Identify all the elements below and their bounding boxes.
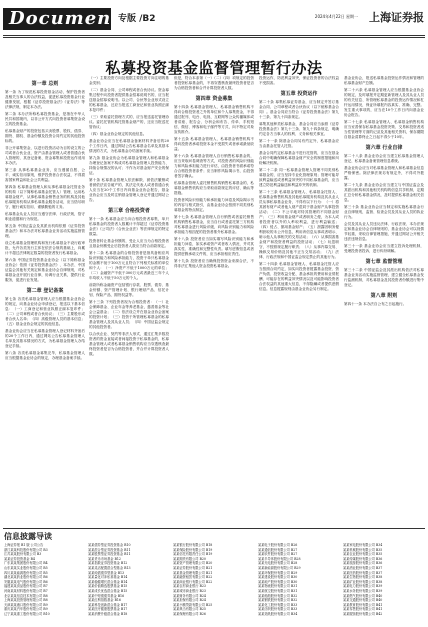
article-paragraph: 第六条 中国证券投资基金业协会（以下简称基金业协会）依照《证券投资基金法》、本办法、中国证监会其他有关规定和基金业协会自律规则，对私募基金业开展行业自律，协调行业关系，提供行业服务，促进行业发展。	[5, 258, 85, 282]
listing-item[interactable]: 某某电子股份有限公司 B26	[258, 543, 298, 547]
listing-item[interactable]: 某某旅游股份有限公司 B36	[343, 561, 383, 566]
listing-item[interactable]: 某某电力股份有限公司 B39	[343, 584, 383, 589]
article-paragraph: 第十二条 私募基金的合格投资者是指具备相应风险识别能力和风险承担能力，投资于单只私募基金的金额不低于100万元且符合下列相关标准的单位和个人：（一）净资产不低于1000万元的单位；（二）金融资产不低于300万元或者最近三年个人年均收入不低于50万元的个人。	[89, 251, 169, 280]
article-paragraph: 第十八条 投资者应当如实填写风险识别能力和承担能力问卷，如实承诺资产或者收入情况，并对其真实性、准确性和完整性负责。填写虚假信息或者提供虚假承诺文件的，应当承担相应责任。	[174, 237, 254, 256]
listing-item[interactable]: 某某中短债债券基金 B16	[88, 593, 125, 598]
page-header	[0, 0, 428, 40]
listing-item[interactable]: 广东某某集团股份有限公司 B4	[4, 561, 48, 566]
article-column	[259, 76, 339, 526]
article-paragraph: 第二十九条 基金业协会应当建立与中国证监会及其派出机构和其他相关机构的信息共享机制，定期汇总分析私募基金情况，及时提供私募基金相关信息。	[344, 183, 424, 202]
article-paragraph: 设立私募基金管理机构和发行私募基金不设行政审批，允许各类发行主体在依法合规的基础上，向累计不超过法律规定数量的投资者发行私募基金。	[5, 241, 85, 255]
listing-column	[343, 543, 423, 617]
listing-item[interactable]: 某某融资租赁有限公司 B22	[173, 575, 213, 580]
listing-item[interactable]: 某某债券型证券投资基金 B10	[88, 543, 131, 547]
article-paragraph: 但是，符合本条第（一）（二）（四）项规定的投资者投资私募基金的，不再穿透核查最终投资者是否为合格投资者和合并计算投资者人数。	[174, 76, 254, 90]
article-paragraph: 前款所称金融资产包括银行存款、股票、债券、基金份额、资产管理计划、银行理财产品、信托计划、保险产品、期货权益等。	[89, 283, 169, 297]
listing-item[interactable]: 某某稳健增长混合基金 B14	[88, 579, 128, 584]
article-paragraph: 基金业协会应当在私募基金管理人登记材料齐备后的20个工作日内，通过网站公告私募基金管理人名单及其基本情况的方式，为私募基金管理人办结登记手续。	[5, 329, 85, 348]
header-rule	[3, 35, 425, 36]
listing-item[interactable]: 某某资产管理有限公司 B20	[173, 561, 213, 566]
listing-item[interactable]: 某某信托有限责任公司 B19	[173, 552, 213, 557]
listing-item[interactable]: 某某灵活配置混合型基金 B13	[88, 565, 131, 570]
article-paragraph: 第九条 基金业协会为私募基金管理人和私募基金办理登记备案不构成对私募基金管理人投资能力、持续合规情况的认可；不作为对基金财产安全的保证。	[89, 156, 169, 175]
article-paragraph: 基金业协会应当对私募基金管理人和私募基金信息严格保密。除法律法规另有规定外，不得对外披露。	[344, 166, 424, 180]
article-paragraph: 基金合同约定私募基金不进行托管的，应当在基金合同中明确保障私募基金财产安全的制度措施和纠纷解决机制。	[259, 151, 339, 165]
section-label: 专版 /B2	[118, 14, 156, 24]
listing-item[interactable]: 某某证券股份有限公司 B21	[173, 565, 213, 570]
listing-item[interactable]: 天津某某港口股份有限公司 B9	[4, 602, 48, 607]
listing-item[interactable]: 某某酒业股份有限公司 B37	[343, 565, 383, 570]
article-paragraph: 第二十条 募集私募证券基金，应当制定并签订基金合同、公司章程或者合伙协议（以下统称基金合同）。基金合同应当符合《证券投资基金法》第九十三条、第九十四条规定。	[259, 100, 339, 119]
article-title: 私募投资基金监督管理暂行办法	[105, 59, 323, 77]
article-column	[174, 76, 254, 526]
article-paragraph: 募集其他种类私募基金，基金合同应当参照《证券投资基金法》第九十三条、第九十四条规定，明确约定各方当事人的权利、义务和相关事宜。	[259, 122, 339, 136]
article-paragraph: 私募基金从业人员应当遵守法律、行政法规，恪守职业道德和行为规范。	[5, 212, 85, 221]
listing-item[interactable]: 某某传媒股份有限公司 B36	[343, 556, 383, 561]
listing-item[interactable]: 某某货币市场基金 B12	[88, 556, 121, 561]
listing-item[interactable]: 某某小额贷款有限公司 B25	[173, 602, 213, 607]
article-paragraph: 私募基金管理人委托销售机构销售私募基金的，私募基金销售机构应当采取前款规定的评估、确认等措施。	[174, 181, 254, 195]
article-paragraph: 第一条 为了规范私募投资基金活动，保护投资者及相关当事人的合法权益，促进私募投资基金行业健康发展，根据《证券投资基金法》《证券法》等法律法规，制定本办法。	[5, 90, 85, 109]
listing-item[interactable]: 某某软件股份有限公司 B27	[258, 552, 298, 557]
listing-item[interactable]: 某某指数证券投资基金 B12	[88, 561, 128, 566]
article-paragraph: 第七条 各类私募基金管理人应当根据基金业协会的规定，向基金业协会申请登记，报送以下基本信息：（一）工商登记和营业执照正副本复印件；（二）公司章程或者合伙协议；（三）主要股东或者合伙人名单；（四）高级管理人员的基本信息；（五）基金业协会规定的其他信息。	[5, 297, 85, 326]
section-heading: 第五章 投资运作	[280, 91, 318, 97]
listing-item[interactable]: 某某担保有限公司 B24	[173, 598, 206, 603]
article-paragraph: 投资者风险识别能力和承担能力问卷及风险揭示书的内容与格式指引，由基金业协会按照不同类别私募基金的特点制定。	[174, 198, 254, 212]
article-paragraph: （三）采取委托管理方式的，应当报送委托管理协议。委托托管机构托管基金财产的，还应当报送托管协议；	[89, 115, 169, 129]
section-heading: 第八章 附则	[370, 293, 398, 299]
article-paragraph: 第二十六条 私募基金管理人应当根据基金业协会的规定，及时填报并定期更新管理人及其从业人员的有关信息、所管理私募基金的投资运作情况和杠杆运用情况，保证所填报内容真实、准确、完整。发生重大事项的，应当在10个工作日内向基金业协会报告。	[344, 88, 424, 117]
listing-item[interactable]: 浙江某某科技股份有限公司 B3	[4, 547, 48, 552]
listing-item[interactable]: 某某半导体股份有限公司 B28	[258, 556, 301, 561]
listing-item[interactable]: 重庆某某汽车股份有限公司 B9	[4, 607, 48, 612]
listing-item[interactable]: 某某新能源股份有限公司 B29	[258, 565, 301, 570]
listing-item[interactable]: 某某教育股份有限公司 B41	[343, 602, 383, 607]
listing-item[interactable]: 上海某某投资管理有限公司 B8	[4, 598, 48, 603]
dateline: 2024年4月22日 星期一	[314, 14, 358, 19]
listing-item[interactable]: 某某财务有限公司 B24	[173, 593, 206, 598]
article-paragraph: 第三条 从事私募基金业务，应当遵循自愿、公平、诚实信用原则，维护投资者合法权益，不得损害国家利益和社会公共利益。	[5, 168, 85, 182]
listing-item[interactable]: 某某燃气股份有限公司 B40	[343, 593, 383, 598]
listing-item[interactable]: 上海证券报 B1 版 公司公告	[4, 543, 44, 547]
article-paragraph: 第十三条 下列投资者视为合格投资者：（一）社会保障基金、企业年金等养老基金，慈善基金等社会公益基金；（二）依法设立并在基金业协会备案的投资计划；（三）投资于所管理私募基金的私募基金管理人及其从业人员；（四）中国证监会规定的其他投资者。	[89, 300, 169, 329]
listing-item[interactable]: 某某航空股份有限公司 B31	[258, 588, 298, 593]
listing-item[interactable]: 某某银行股份有限公司 B18	[173, 543, 213, 547]
listing-item[interactable]: 某某家电股份有限公司 B34	[343, 543, 383, 547]
listing-item[interactable]: 某某生物股份有限公司 B38	[343, 575, 383, 580]
listing-item[interactable]: 某某地产股份有限公司 B30	[258, 579, 298, 584]
article-paragraph: （二）基金合同、公司章程或者合伙协议。资金募集过程中向投资者提供基金招募说明书的，应当报送基金招募说明书。以公司、合伙等企业形式设立的私募基金，还应当报送工商登记和营业执照正副本复印件；	[89, 88, 169, 112]
article-paragraph: 第八条 各类私募基金募集完毕，私募基金管理人应当根据基金业协会的规定，办理基金备案手续。	[5, 351, 85, 360]
listing-item[interactable]: 某某成长优选混合基金 B15	[88, 588, 128, 593]
listing-item[interactable]: 某某医疗健康股票基金 B17	[88, 607, 128, 612]
listing-item[interactable]: 某某交通股份有限公司 B40	[343, 598, 383, 603]
listing-item[interactable]: 某某造纸股份有限公司 B34	[258, 611, 298, 616]
article-paragraph: 基金业协会，报送私募基金投资运作情况和管理的私募基金财产总额。	[344, 76, 424, 85]
article-paragraph: 第二条 本办法所称私募投资基金，是指在中华人民共和国境内，以非公开方式向投资者募集资金设立的投资基金。	[5, 112, 85, 126]
listing-item[interactable]: 某某量化对冲私募基金 B14	[88, 575, 128, 580]
article-paragraph: 第三十二条 中国证监会及其派出机构依法对私募基金业务活动实施监督管理，建立健全私募基金发行监测机制，对私募基金及其投资者份额进行集中登记。	[344, 268, 424, 287]
listing-block	[4, 543, 424, 621]
article-paragraph: 会员及其从业人员违反法律、行政法规、本办法规定和基金业协会自律规则的，基金业协会可以视情节轻重，采取自律管理措施，并通过网站公开相关违法违规信息。	[344, 222, 424, 241]
section-heading: 第三章 合格投资者	[108, 208, 150, 214]
article-paragraph: 第二十四条 私募基金管理人、私募基金托管人应当按照合同约定，如实向投资者披露基金投资、资产负债、投资收益分配、基金承担的费用和业绩报酬、可能存在的利益冲突情况以及可能影响投资者合法权益的其他重大信息，不得隐瞒或者提供虚假信息。信息披露规则由基金业协会另行制定。	[259, 262, 339, 291]
section-heading: 第二章 登记备案	[26, 288, 64, 294]
listing-item[interactable]: 某某红利指数基金 B16	[88, 598, 121, 603]
article-paragraph: 以合伙企业、契约等非法人形式，通过汇集多数投资者的资金直接或者间接投资于私募基金的，私募基金管理人或者私募基金销售机构应当穿透核查最终投资者是否为合格投资者，并合并计算投资者人数。	[89, 332, 169, 356]
listing-item[interactable]: 某某光电股份有限公司 B28	[258, 561, 298, 566]
article-column	[5, 76, 85, 526]
article-paragraph: 第十四条 私募基金管理人、私募基金销售机构不得向合格投资者之外的单位和个人募集资金，不得通过报刊、电台、电视、互联网等公众传播媒体或者讲座、报告会、分析会和布告、传单、手机短信、微信、博客和电子邮件等方式，向不特定对象宣传推介。	[174, 105, 254, 134]
article-paragraph: 第二十一条 除基金合同另有约定外，私募基金应当由基金托管人托管。	[259, 139, 339, 148]
article-paragraph: 第三十一条 基金业协会应当建立投诉处理机制，受理投资者投诉，进行纠纷调解。	[344, 244, 424, 253]
article-paragraph: 基金业协会应当在私募基金备案材料齐备后的20个工作日内，通过网站公告私募基金名单及其基本情况的方式，为私募基金办结备案手续。	[89, 139, 169, 153]
listing-item[interactable]: 某某化工股份有限公司 B33	[258, 602, 298, 607]
listing-item[interactable]: 某某农村商业银行 B23	[173, 584, 206, 589]
listing-item[interactable]: 湖北某某药业股份有限公司 B6	[4, 575, 48, 580]
section-heading: 第七章 监督管理	[365, 259, 403, 265]
listing-rule	[3, 528, 425, 529]
listing-item[interactable]: 江苏某某股份有限公司 B3	[4, 552, 42, 557]
listing-item[interactable]: 某某保险股份有限公司 B19	[173, 547, 213, 552]
article-paragraph: 非公开募集资金，以进行投资活动为目的设立的公司或者合伙企业，资产由基金管理人或者普通合伙人管理的，其登记备案、资金募集和投资运作适用本办法。	[5, 146, 85, 165]
article-paragraph: 第二十八条 基金业协会应当建立私募基金管理人登记、私募基金备案管理信息系统。	[344, 154, 424, 163]
listing-title: 信息披露导读	[4, 532, 52, 541]
listing-item[interactable]: 某某城市商业银行 B23	[173, 588, 206, 593]
article-paragraph: 第三十条 基金业协会应当制定和实施私募基金行业自律规则，监督、检查会员及其从业人员的执业行为。	[344, 205, 424, 219]
article-paragraph: 第二十二条 同一私募基金管理人管理不同类别私募基金的，应当坚持专业化管理原则；管理可能导致利益输送或者利益冲突的不同私募基金的，应当建立防范利益输送和利益冲突的机制。	[259, 168, 339, 187]
article-paragraph: 投资者转让基金份额的，受让人应当为合格投资者且基金份额受让后投资者人数应当符合前款规定。	[89, 239, 169, 248]
listing-item[interactable]: 某某纯债债券型基金 B13	[88, 570, 125, 575]
header-rule-thin	[3, 37, 425, 38]
article-paragraph: 第五条 中国证监会及其派出机构依照《证券投资基金法》和本办法对私募基金业务活动实施监督管理。	[5, 224, 85, 238]
article-paragraph: 第二十三条 私募基金管理人、私募基金托管人、私募基金销售机构及其他私募服务机构及其从业人员从事私募基金业务，不得有以下行为：（一）将其固有财产或者他人财产混同于基金财产从事投资活动；（二）不公平地对待其管理的不同基金财产；（三）利用基金财产或者职务之便，为本人或者投资者以外的人牟取利益，进行利益输送；（四）侵占、挪用基金财产；（五）泄露因职务便利获取的未公开信息，利用该信息从事或者明示、暗示他人从事相关的交易活动；（六）从事损害基金财产和投资者利益的投资活动；（七）玩忽职守，不按照规定履行职责；（八）从事内幕交易、操纵交易价格及其他不正当交易活动；（九）法律、行政法规和中国证监会规定禁止的其他行为。	[259, 190, 339, 259]
listing-item[interactable]: 河南某某材料股份有限公司 B7	[4, 588, 48, 593]
article-paragraph: 第十一条 私募基金应当向合格投资者募集，单只私募基金的投资者人数累计不得超过《证券投资基金法》《公司法》《合伙企业法》等法律规定的特定数量。	[89, 217, 169, 236]
listing-item[interactable]: 辽宁某某重工股份有限公司 B10	[4, 611, 50, 616]
section-heading: 第四章 资金募集	[195, 96, 233, 102]
brand-logo: Document	[3, 8, 111, 30]
article-paragraph: 第十条 私募基金管理人依法解散、被依法撤销或者被依法宣告破产的，其法定代表人或者普通合伙人应当在20个工作日内向基金业协会报告，基金业协会应当及时注销基金管理人登记并通过网站公告。	[89, 178, 169, 202]
listing-item[interactable]: 某某价值精选股票基金 B15	[88, 584, 128, 589]
listing-item[interactable]: 某某水务股份有限公司 B39	[343, 588, 383, 593]
listing-item[interactable]: 某某机械股份有限公司 B35	[343, 547, 383, 552]
article-paragraph: 第四条 私募基金管理人和从事私募基金托管业务的机构（以下简称私募基金托管人）管理、运用私募基金财产，从事私募基金销售业务的机构及其他私募服务机构从事私募基金服务活动，应当恪尽职守，履行诚实信用、谨慎勤勉的义务。	[5, 185, 85, 209]
listing-item[interactable]: 安徽某某电气股份有限公司 B6	[4, 579, 48, 584]
listing-item[interactable]: 某某零售股份有限公司 B41	[343, 607, 383, 612]
article-column	[344, 76, 424, 526]
listing-item[interactable]: 某某矿业股份有限公司 B38	[343, 579, 383, 584]
article-paragraph: 第十七条 私募基金管理人自行销售或者委托销售机构销售私募基金，应当自行或者委托第三方机构对私募基金进行风险评级，向风险识别能力和风险承担能力相匹配的投资者推介私募基金。	[174, 215, 254, 234]
article-paragraph: 第四十一条 本办法自公布之日起施行。	[344, 302, 407, 306]
listing-column	[4, 543, 84, 617]
article-paragraph: 第十九条 投资者应当确保投资资金来源合法，不得非法汇集他人资金投资私募基金。	[174, 259, 254, 268]
listing-item[interactable]: 某某医药股份有限公司 B37	[343, 570, 383, 575]
masthead: 上海证券报	[369, 11, 424, 24]
article-paragraph: 第十六条 私募基金管理人自行销售私募基金的，应当采取问卷调查等方式，对投资者的风险识别能力和风险承担能力进行评估，由投资者书面承诺符合合格投资者条件；应当制作风险揭示书，由投资者签字确认。	[174, 154, 254, 178]
listing-item[interactable]: 某某农业股份有限公司 B35	[343, 552, 383, 557]
listing-item[interactable]: 某某物流股份有限公司 B31	[258, 584, 298, 589]
listing-item[interactable]: 某某船舶股份有限公司 B32	[258, 593, 298, 598]
section-heading: 第一章 总则	[31, 81, 59, 87]
listing-item[interactable]: 某某保理有限公司 B26	[173, 611, 206, 616]
article-paragraph: 私募基金财产的投资包括买卖股票、股权、债券、期货、期权、基金份额及投资合同约定的其他投资标的。	[5, 129, 85, 143]
listing-item[interactable]: 某某服饰股份有限公司 B42	[343, 611, 383, 616]
listing-item[interactable]: 某某证券投资基金 B4	[4, 556, 35, 561]
listing-item[interactable]: 某某纺织股份有限公司 B33	[258, 607, 298, 612]
listing-item[interactable]: 某某商业银行有限公司 B22	[173, 579, 213, 584]
listing-item[interactable]: 福建某某食品股份有限公司 B7	[4, 584, 48, 589]
listing-item[interactable]: 某某钢铁股份有限公司 B32	[258, 598, 298, 603]
listing-column	[173, 543, 253, 617]
article-paragraph: （一）主要投资方向及根据主要投资方向注明的基金类别；	[89, 76, 169, 85]
listing-item[interactable]: 某某通信股份有限公司 B27	[258, 547, 298, 552]
listing-item[interactable]: 某某典当有限公司 B25	[173, 607, 206, 612]
article-paragraph: 第十五条 私募基金管理人、私募基金销售机构不得向投资者承诺投资本金不受损失或者承诺最低收益。	[174, 137, 254, 151]
listing-column	[258, 543, 338, 617]
listing-item[interactable]: 某某期货有限公司 B20	[173, 556, 206, 561]
article-paragraph: （四）基金业协会规定的其他信息。	[89, 132, 147, 136]
section-heading: 第六章 行业自律	[365, 145, 403, 151]
article-paragraph: 第二十七条 私募基金管理人、私募基金销售机构应当妥善保存私募基金投资决策、交易和投资者适当性管理等方面的记录及其他相关资料，保存期限自基金清算终止之日起不得少于10年。	[344, 120, 424, 139]
listing-item[interactable]: 北京某某信息技术有限公司 B8	[4, 593, 48, 598]
article-column	[89, 76, 169, 526]
listing-item[interactable]: 四川某某能源股份有限公司 B5	[4, 570, 48, 575]
listing-item[interactable]: 某某股票型证券投资基金 B11	[88, 552, 131, 557]
listing-item[interactable]: 山东某某实业股份有限公司 B5	[4, 565, 48, 570]
listing-item[interactable]: 某某消费升级混合基金 B18	[88, 611, 128, 616]
listing-item[interactable]: 某某建设股份有限公司 B30	[258, 575, 298, 580]
listing-item[interactable]: 某某科技创新混合基金 B17	[88, 602, 128, 607]
listing-item[interactable]: 某某混合型证券投资基金 B11	[88, 547, 131, 552]
listing-item[interactable]: 某某基金管理有限公司 B21	[173, 570, 213, 575]
listing-column	[88, 543, 168, 617]
article-paragraph: 投资运作，防范利益冲突，保证投资者的合法权益不受损害。	[259, 76, 339, 85]
listing-item[interactable]: 某某环保股份有限公司 B29	[258, 570, 298, 575]
